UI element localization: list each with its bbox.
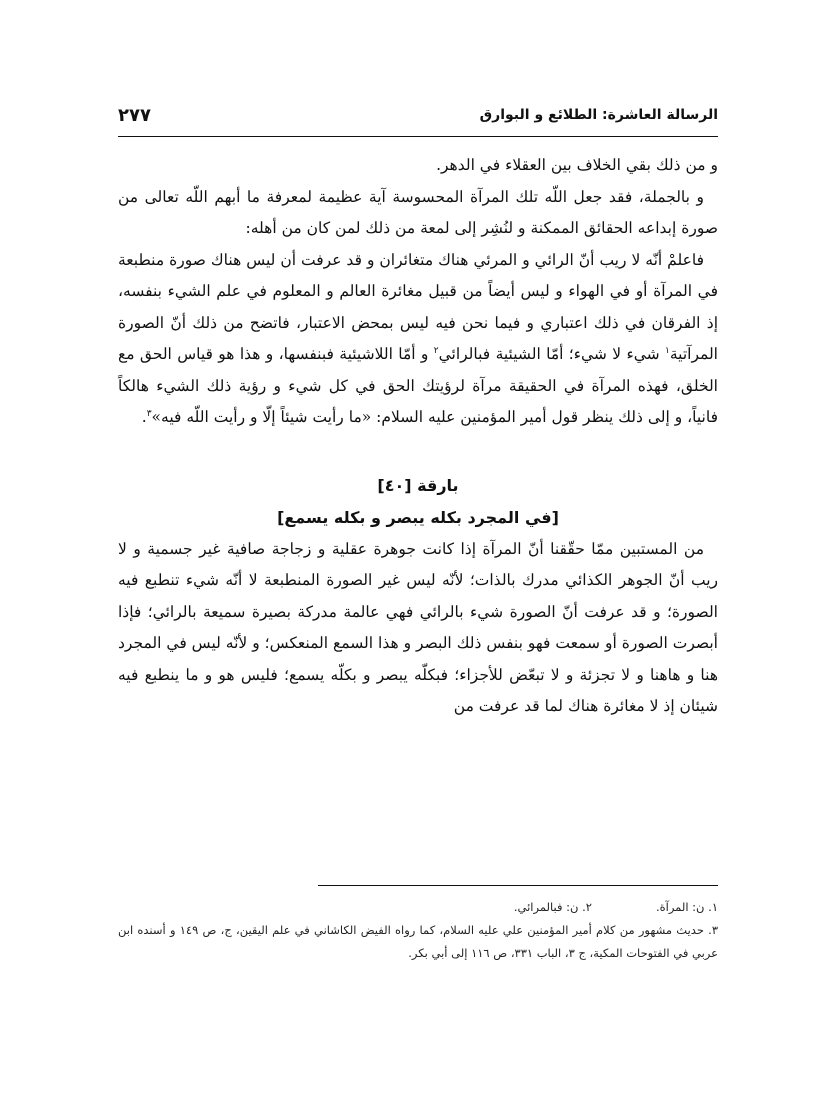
paragraph-3 xyxy=(118,245,718,434)
running-title: الرسالة العاشرة: الطلائع و البوارق xyxy=(479,107,718,123)
page-number: ۲۷۷ xyxy=(118,105,151,126)
footnote-ref-2[interactable]: ٢ xyxy=(433,345,439,356)
footnote-1: ١. ن: المرآة. xyxy=(655,900,718,914)
footnote-2: ٢. ن: فبالمرائي. xyxy=(513,900,592,914)
footnote-row xyxy=(118,896,718,919)
paragraph-2: و بالجملة، فقد جعل اللّه تلك المرآة المحسوسة آية عظيمة لمعرفة ما أبهم اللّه تعالى من صورة إبداعه الحقائق الممكنة و لنُشِر إلى لمعة من ذلك لمن كان من أهله: xyxy=(118,187,718,237)
paragraph-1: و من ذلك بقي الخلاف بين العقلاء في الدهر. xyxy=(436,156,718,174)
footnote-rule xyxy=(318,885,718,886)
section-spacer xyxy=(118,434,718,470)
paragraph-3-part-d: . xyxy=(141,408,147,426)
footnote-ref-3[interactable]: ٣ xyxy=(146,408,152,419)
section-title: بارقة [٤٠] xyxy=(377,475,459,495)
paragraph-3-part-a: فاعلمْ أنّه لا ريب أنّ الرائي و المرئي هناك متغائران و قد عرفت أن ليس هناك صورة منطبعة في المرآة أو في الهواء و ليس أيضاً من قبيل مغائرة العالم و المعلوم في علم الشيء بنفسه، إذ الفرقان في ذلك اعتباري و فيما نحن فيه ليس بمحض الاعتبار، فاتضح من ذلك أنّ الصورة المرآتية xyxy=(118,250,718,363)
paragraph-3-part-b: شيء لا شيء؛ أمّا الشيئية فبالرائي xyxy=(438,345,665,363)
footnote-ref-1[interactable]: ١ xyxy=(665,345,670,356)
page-header xyxy=(118,104,718,132)
section-subtitle: [في المجرد بكله يبصر و بكله يسمع] xyxy=(277,507,559,527)
header-rule xyxy=(118,136,718,137)
footnote-3: ٣. حديث مشهور من كلام أمير المؤمنين علي عليه السلام، كما رواه الفيض الكاشاني في علم اليقين، ج، ص ١٤٩ و أسنده ابن عربي في الفتوحات المكية، ج ٣، الباب ٣٣١، ص ١١٦ إلى أبي بكر. xyxy=(118,923,718,960)
footnotes xyxy=(118,896,718,965)
paragraph-4: من المستبين ممّا حقّقنا أنّ المرآة إذا كانت جوهرة عقلية و زجاجة صافية غير جسمية و لا ريب أنّ الجوهر الكذائي مدرك بالذات؛ لأنّه ليس غير الصورة المنطبعة لا أنّه شيء تنطبع فيه الصورة؛ و قد عرفت أنّ الصورة شيء بالرائي فهي عالمة مدركة بصيرة سميعة بالرائي؛ فإذا أبصرت الصورة أو سمعت فهو بنفس ذلك البصر و هذا السمع المنعكس؛ و لأنّه ليس في المجرد هنا و هاهنا و لا تجزئة و لا تبعّض للأجزاء؛ فبكلّه يبصر و بكلّه يسمع؛ فليس هو و ما ينطبع فيه شيئان إذ لا مغائرة هناك لما قد عرفت من xyxy=(118,539,718,715)
paragraph-3-part-c: و أمّا اللاشيئية فبنفسها، و هذا هو قياس الحق مع الخلق، فهذه المرآة في الحقيقة مرآة لرؤيتك الحق في كل شيء و رؤية ذلك الشيء هالكاً فانياً، و إلى ذلك ينظر قول أمير المؤمنين عليه السلام: «ما رأيت شيئاً إلّا و رأيت اللّه فيه» xyxy=(118,345,718,426)
main-text xyxy=(118,150,718,723)
